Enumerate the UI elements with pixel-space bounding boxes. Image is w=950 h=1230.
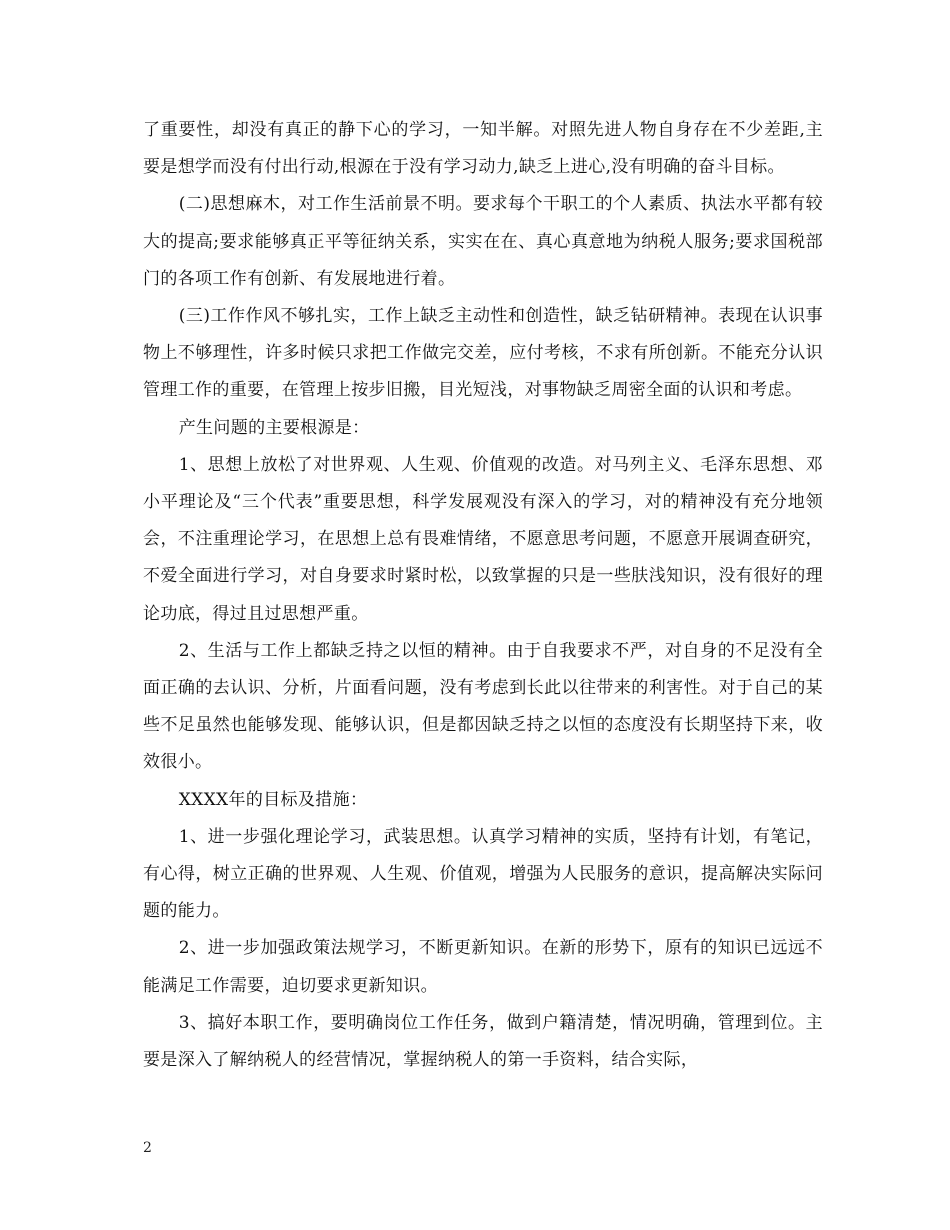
paragraph-2: (二)思想麻木，对工作生活前景不明。要求每个干职工的个人素质、执法水平都有较大的提高;要求能够真正平等征纳关系，实实在在、真心真意地为纳税人服务;要求国税部门的各项工作有创新、有发展地进行着。 [143,194,823,289]
paragraph-9: 2、进一步加强政策法规学习，不断更新知识。在新的形势下，原有的知识已远远不能满足工作需要，迫切要求更新知识。 [143,938,823,996]
paragraph-5: 1、思想上放松了对世界观、人生观、价值观的改造。对马列主义、毛泽东思想、邓小平理论及“三个代表”重要思想，科学发展观没有深入的学习，对的精神没有充分地领会，不注重理论学习，在思想上总有畏难情绪，不愿意思考问题，不愿意开展调查研究，不爱全面进行学习，对自身要求时紧时松，以致掌握的只是一些肤浅知识，没有很好的理论功底，得过且过思想严重。 [143,454,823,624]
paragraph-3: (三)工作作风不够扎实，工作上缺乏主动性和创造性，缺乏钻研精神。表现在认识事物上不够理性，许多时候只求把工作做完交差，应付考核，不求有所创新。不能充分认识管理工作的重要，在管理上按步旧搬，目光短浅，对事物缺乏周密全面的认识和考虑。 [143,306,823,401]
paragraph-1: 了重要性，却没有真正的静下心的学习，一知半解。对照先进人物自身存在不少差距,主要是想学而没有付出行动,根源在于没有学习动力,缺乏上进心,没有明确的奋斗目标。 [143,120,823,178]
paragraph-10: 3、搞好本职工作，要明确岗位工作任务，做到户籍清楚，情况明确，管理到位。主要是深入了解纳税人的经营情况，掌握纳税人的第一手资料，结合实际， [143,1012,823,1071]
paragraph-6: 2、生活与工作上都缺乏持之以恒的精神。由于自我要求不严，对自身的不足没有全面正确的去认识、分析，片面看问题，没有考虑到长此以往带来的利害性。对于自己的某些不足虽然也能够发现、能够认识，但是都因缺乏持之以恒的态度没有长期坚持下来，收效很小。 [143,640,823,773]
paragraph-8: 1、进一步强化理论学习，武装思想。认真学习精神的实质，坚持有计划，有笔记，有心得，树立正确的世界观、人生观、价值观，增强为人民服务的意识，提高解决实际问题的能力。 [143,826,823,922]
paragraph-7: XXXX年的目标及措施： [178,789,368,810]
page-number: 2 [143,1140,152,1156]
document-body [143,112,823,1079]
paragraph-4: 产生问题的主要根源是： [178,417,370,438]
